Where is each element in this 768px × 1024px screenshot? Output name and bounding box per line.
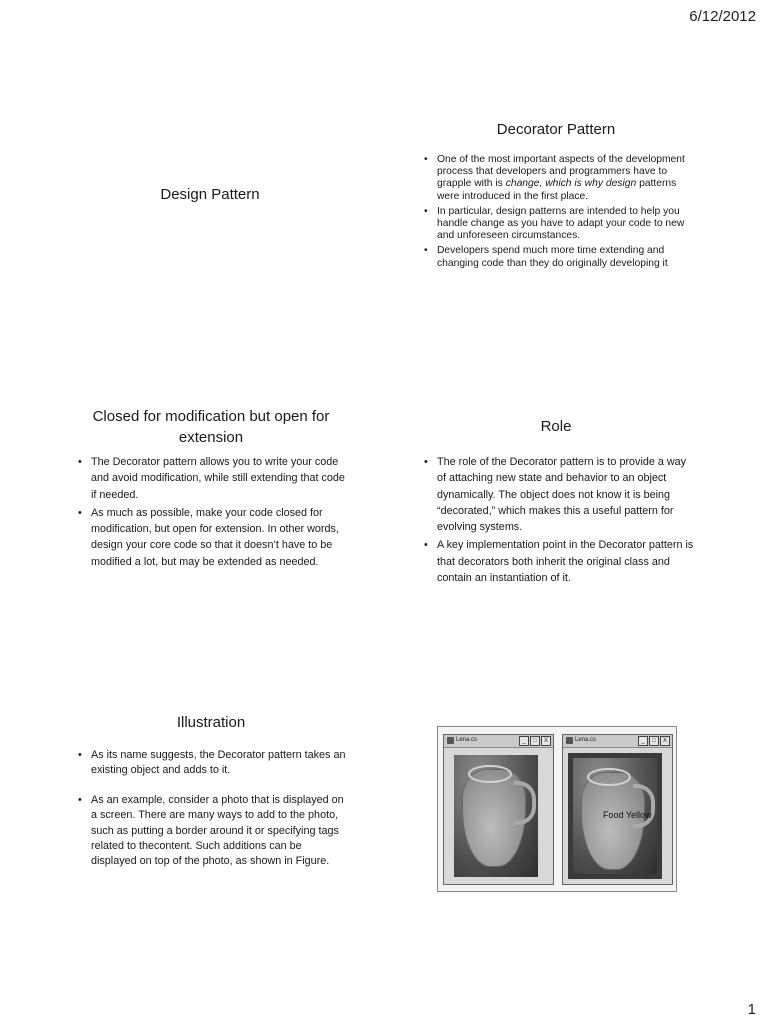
decorator-figure — [437, 726, 677, 892]
maximize-icon: □ — [649, 736, 659, 746]
app-icon — [566, 737, 573, 744]
slide-title-design-pattern: Design Pattern — [160, 186, 260, 203]
decorator-pattern-bullets — [424, 154, 696, 273]
minimize-icon: _ — [519, 736, 529, 746]
print-date: 6/12/2012 — [689, 8, 756, 25]
window-titlebar — [563, 735, 672, 748]
app-icon — [447, 737, 454, 744]
role-bullets — [424, 454, 694, 588]
photo-frame — [454, 755, 538, 877]
close-icon: X — [660, 736, 670, 746]
minimize-icon: _ — [638, 736, 648, 746]
pitcher-photo-decorated — [573, 758, 657, 874]
bullet-item: • Developers spend much more time extending and changing code than they do originally developing it — [424, 245, 696, 269]
slide-title-illustration: Illustration — [176, 714, 246, 731]
bullet-item: • The Decorator pattern allows you to write your code and avoid modification, while still extending that code if needed. — [78, 454, 346, 503]
close-icon: X — [541, 736, 551, 746]
photo-tag-text: Food Yellow — [603, 810, 652, 820]
maximize-icon: □ — [530, 736, 540, 746]
window-decorated-photo — [562, 734, 673, 885]
photo-corner-label: jpg — [458, 867, 465, 873]
window-title: Lena.cs — [456, 737, 478, 743]
window-titlebar — [444, 735, 553, 748]
bullet-item: • The role of the Decorator pattern is to provide a way of attaching new state and behavior to an object dynamically. The object does not know it is being “decorated,” which makes this a useful pattern for evolving systems. — [424, 454, 694, 535]
bullet-item: • As much as possible, make your code closed for modification, but open for extension. In other words, design your core code so that it doesn’t have to be modified a lot, but may be extended as needed. — [78, 505, 346, 570]
pitcher-handle — [514, 781, 536, 825]
pitcher-rim — [587, 768, 631, 786]
slide-title-decorator-pattern: Decorator Pattern — [496, 121, 616, 138]
closed-modification-bullets — [78, 454, 346, 572]
slide-title-role: Role — [540, 418, 572, 435]
window-plain-photo — [443, 734, 554, 885]
page-number: 1 — [747, 1001, 756, 1018]
slide-title-closed-for-modification: Closed for modification but open for extension — [92, 408, 330, 446]
bullet-item: • One of the most important aspects of the development process that developers and programmers have to grapple with is change, which is why design patterns were introduced in the first place. — [424, 154, 696, 203]
photo-border-frame — [568, 753, 662, 879]
bullet-item: • As an example, consider a photo that is displayed on a screen. There are many ways to add to the photo, such as putting a border around it or specifying tags related to thecontent. Such additions can be displayed on top of the photo, as shown in Figure. — [78, 793, 348, 870]
window-title: Lena.cs — [575, 737, 597, 743]
bullet-item: • In particular, design patterns are intended to help you handle change as you have to adapt your code to new and unforeseen circumstances. — [424, 206, 696, 243]
pitcher-rim — [468, 765, 512, 783]
bullet-item: • As its name suggests, the Decorator pattern takes an existing object and adds to it. — [78, 748, 348, 779]
bullet-item: • A key implementation point in the Decorator pattern is that decorators both inherit the original class and contain an instantiation of it. — [424, 537, 694, 586]
illustration-bullets — [78, 748, 348, 884]
pitcher-photo — [454, 755, 538, 877]
pitcher-handle — [633, 784, 655, 828]
